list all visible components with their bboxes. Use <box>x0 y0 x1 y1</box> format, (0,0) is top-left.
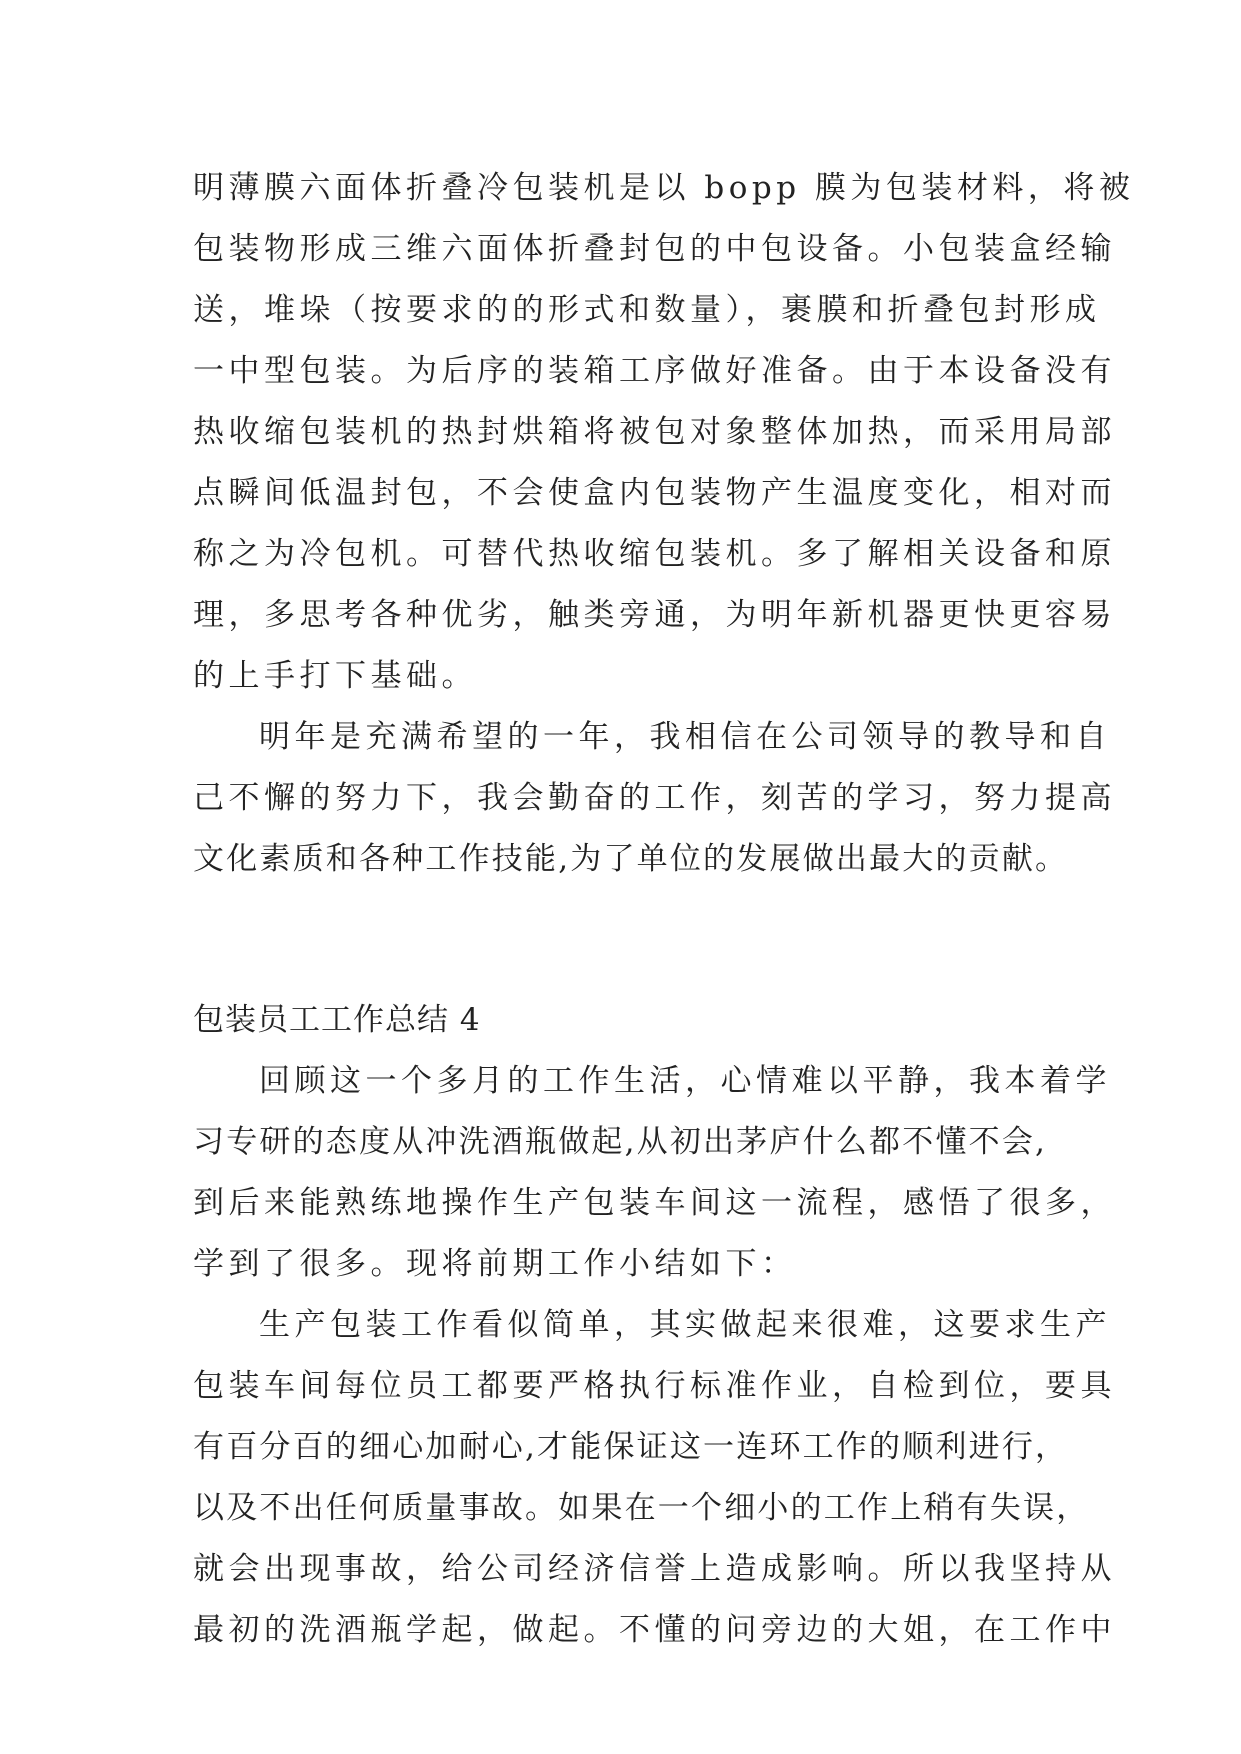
text-line: 以及不出任何质量事故。如果在一个细小的工作上稍有失误， <box>193 1490 1090 1526</box>
text-line: 包装物形成三维六面体折叠封包的中包设备。小包装盒经输 <box>193 231 1116 267</box>
text-line: 就会出现事故，给公司经济信誉上造成影响。所以我坚持从 <box>193 1551 1116 1587</box>
text-line: 己不懈的努力下，我会勤奋的工作，刻苦的学习，努力提高 <box>193 780 1116 816</box>
text-line: 理，多思考各种优劣，触类旁通，为明年新机器更快更容易 <box>193 597 1116 633</box>
text-line: 最初的洗酒瓶学起，做起。不懂的问旁边的大姐，在工作中 <box>193 1612 1116 1648</box>
paragraph <box>193 707 1116 890</box>
text-line: 送，堆垛（按要求的的形式和数量），裹膜和折叠包封形成 <box>193 292 1101 328</box>
text-line: 一中型包装。为后序的装箱工序做好准备。由于本设备没有 <box>193 353 1116 389</box>
text-line: 点瞬间低温封包，不会使盒内包装物产生温度变化，相对而 <box>193 475 1116 511</box>
paragraph <box>193 158 1135 707</box>
document-body <box>193 158 1135 1661</box>
text-line: 称之为冷包机。可替代热收缩包装机。多了解相关设备和原 <box>193 536 1116 572</box>
text-line: 回顾这一个多月的工作生活，心情难以平静，我本着学 <box>259 1063 1111 1099</box>
text-line: 学到了很多。现将前期工作小结如下： <box>193 1246 797 1282</box>
text-line: 有百分百的细心加耐心,才能保证这一连环工作的顺利进行， <box>193 1429 1069 1465</box>
text-line: 热收缩包装机的热封烘箱将被包对象整体加热，而采用局部 <box>193 414 1116 450</box>
text-line: 到后来能熟练地操作生产包装车间这一流程，感悟了很多， <box>193 1185 1116 1221</box>
text-line: 文化素质和各种工作技能,为了单位的发展做出最大的贡献。 <box>193 841 1069 877</box>
paragraph <box>193 1295 1116 1661</box>
text-line: 习专研的态度从冲洗酒瓶做起,从初出茅庐什么都不懂不会, <box>193 1124 1048 1160</box>
paragraph <box>193 1051 1116 1295</box>
text-line: 明年是充满希望的一年，我相信在公司领导的教导和自 <box>259 719 1111 755</box>
section-spacer <box>193 890 1053 990</box>
text-line: 包装车间每位员工都要严格执行标准作业，自检到位，要具 <box>193 1368 1116 1404</box>
text-line: 生产包装工作看似简单，其实做起来很难，这要求生产 <box>259 1307 1111 1343</box>
text-line: 的上手打下基础。 <box>193 658 477 694</box>
section-title: 包装员工工作总结 4 <box>193 1002 481 1038</box>
text-line: 明薄膜六面体折叠冷包装机是以 bopp 膜为包装材料，将被 <box>193 170 1135 206</box>
